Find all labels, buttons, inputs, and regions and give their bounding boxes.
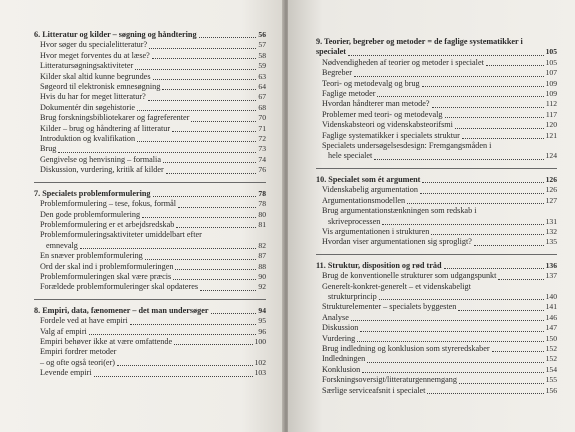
toc-page-number: 56 [258,30,266,39]
toc-page-number: 156 [545,385,557,395]
chapter-divider [316,168,557,169]
dot-leader [382,224,543,225]
toc-chapter-heading [316,47,557,57]
toc-entry [34,199,266,209]
toc-page-number: 147 [545,323,557,333]
dot-leader [166,173,257,174]
toc-entry-title: Argumentationsmodellen [322,195,406,205]
toc-entry [34,272,266,282]
toc-page-number: 120 [545,120,557,130]
toc-entry-title: 6. Litteratur og kilder – søgning og håndtering [34,30,197,39]
toc-entry [34,113,266,123]
dot-leader [163,162,256,163]
toc-chapter-section [316,37,557,162]
toc-chapter-heading [34,30,266,40]
toc-page-number: 131 [545,216,557,226]
dot-leader [498,279,543,280]
toc-page-number: 70 [258,113,266,123]
toc-entry [34,92,266,102]
toc-page-number: 102 [254,357,266,367]
toc-entry-title: Problemformuleringsaktiviteter umiddelbart efter [40,230,202,240]
dot-leader [137,110,256,111]
toc-entry-title: Problemformuleringen skal være præcis [40,271,172,281]
dot-leader [175,269,256,270]
toc-entry-title: strukturprincip [328,291,377,301]
toc-entry [316,227,557,237]
right-page [288,0,575,432]
toc-entry [34,134,266,144]
toc-entry [34,165,266,175]
toc-entry-title: Teori- og metodevalg og brug [322,78,420,88]
toc-entry-title: Den gode problemformulering [40,209,141,219]
toc-page-number: 124 [545,151,557,161]
toc-entry-title: Vurdering [322,333,356,343]
dot-leader [199,37,257,38]
toc-page-number: 154 [545,364,557,374]
toc-entry [316,68,557,78]
toc-page-number: 140 [545,291,557,301]
dot-leader [162,89,256,90]
toc-chapter-heading [34,306,266,316]
toc-entry [34,144,266,154]
toc-page-number: 72 [258,134,266,144]
dot-leader [351,320,544,321]
toc-chapter-section [316,168,557,248]
dot-leader [357,341,543,342]
toc-entry-title: Introduktion og kvalifikation [40,134,136,144]
toc-entry-title: Hvis du har for meget litteratur? [40,92,146,102]
toc-entry [34,61,266,71]
dot-leader [422,86,544,87]
toc-entry [316,206,557,216]
toc-entry-title: Brug de konventionelle strukturer som udgangspunkt [322,271,497,281]
dot-leader [130,324,257,325]
toc-page-number: 103 [254,368,266,378]
toc-page-number: 109 [545,78,557,88]
dot-leader [178,207,256,208]
toc-entry [34,316,266,326]
dot-leader [176,227,256,228]
toc-entry [316,302,557,312]
dot-leader [445,117,544,118]
toc-entry-title: Hvordan håndterer man metode? [322,99,430,109]
toc-page-number: 126 [545,185,557,195]
dot-leader [362,372,543,373]
dot-leader [492,351,544,352]
dot-leader [377,96,543,97]
toc-entry-title: 10. Specialet som ét argument [316,174,421,184]
toc-entry [34,262,266,272]
dot-leader [459,383,544,384]
toc-entry-title: Vis argumentationen i strukturen [322,226,430,236]
dot-leader [173,279,256,280]
toc-entry-title: Problemformulering er et arbejdsredskab [40,219,175,229]
dot-leader [458,310,543,311]
dot-leader [117,365,253,366]
toc-entry [316,58,557,68]
toc-entry-title: En snæver problemformulering [40,251,143,261]
toc-entry [316,386,557,396]
toc-entry [316,323,557,333]
dot-leader [420,193,544,194]
toc-page-number: 141 [545,302,557,312]
toc-entry [34,347,266,357]
dot-leader [348,55,544,56]
toc-entry [316,141,557,151]
toc-entry-title: Ord der skal ind i problemformuleringen [40,261,174,271]
toc-entry [34,155,266,165]
toc-entry-title: Problemformulering – tese, fokus, formål [40,199,176,209]
toc-page-number: 87 [258,251,266,261]
toc-entry-title: Videnskabelig argumentation [322,185,418,195]
toc-entry [34,72,266,82]
dot-leader [379,299,544,300]
toc-page-number: 94 [258,305,266,315]
chapter-divider [34,182,266,183]
toc-page-number: 78 [258,199,266,209]
toc-entry [316,313,557,323]
toc-page-number: 132 [545,226,557,236]
dot-leader [360,331,543,332]
toc-page-number: 88 [258,261,266,271]
toc-page-number: 63 [258,71,266,81]
dot-leader [149,48,256,49]
toc-entry-title: Analyse [322,312,349,322]
dot-leader [145,259,257,260]
dot-leader [152,58,257,59]
toc-entry-title: Faglige systematikker i specialets struktur [322,130,460,140]
toc-entry-title: Kilder skal altid kunne begrundes [40,71,151,81]
toc-entry-title: Litteratursøgningsaktiviteter [40,61,134,71]
toc-entry-title: Generelt-konkret-generelt – et videnskabeligt [322,281,471,291]
toc-chapter-section [34,299,266,379]
toc-entry [316,110,557,120]
toc-entry-title: Søgeord til elektronisk emnesøgning [40,82,161,92]
toc-entry [316,237,557,247]
toc-chapter-heading [316,175,557,185]
toc-chapter-heading [34,189,266,199]
toc-page-number: 135 [545,237,557,247]
toc-entry-title: Hvordan viser argumentationen sig sprogligt? [322,237,472,247]
dot-leader [486,65,544,66]
toc-page-number: 105 [545,47,557,57]
toc-entry-title: Levende empiri [40,368,92,378]
toc-entry-title: Forskningsoversigt/litteraturgennemgang [322,375,457,385]
toc-entry [316,282,557,292]
toc-page-number: 137 [545,271,557,281]
toc-entry-title: Hvor søger du specialelitteratur? [40,40,148,50]
toc-page-number: 96 [258,326,266,336]
toc-entry [316,151,557,161]
dot-leader [474,245,544,246]
toc-page-number: 78 [258,188,266,198]
toc-entry [316,334,557,344]
toc-page-number: 82 [258,240,266,250]
toc-page-number: 109 [545,89,557,99]
toc-entry [34,241,266,251]
toc-chapter-section [316,254,557,396]
dot-leader [422,182,543,183]
toc-page-number: 127 [545,195,557,205]
toc-entry-title: Faglige metoder [322,89,376,99]
dot-leader [407,203,544,204]
toc-entry [316,89,557,99]
toc-chapter-heading [316,261,557,271]
toc-entry-title: Brug indledning og konklusion som styreredskaber [322,343,490,353]
toc-page-number: 59 [258,61,266,71]
toc-entry-title: Forældede problemformuleringer skal opdateres [40,282,199,292]
dot-leader [94,376,253,377]
toc-page-number: 76 [258,165,266,175]
toc-page-number: 73 [258,144,266,154]
toc-page-number: 64 [258,82,266,92]
toc-page-number: 100 [254,336,266,346]
toc-page-number: 152 [545,343,557,353]
toc-page-number: 136 [545,260,557,270]
dot-leader [374,159,543,160]
toc-page-number: 74 [258,154,266,164]
left-page [0,0,284,432]
toc-entry-title: Kilder – brug og håndtering af litteratur [40,123,171,133]
toc-entry [316,217,557,227]
table-of-contents-left [34,30,266,379]
toc-entry [316,375,557,385]
toc-entry-title: skriveprocessen [328,216,381,226]
toc-entry-title: Nødvendigheden af teorier og metoder i specialet [322,57,484,67]
toc-entry-title: Videnskabsteori og videnskabsteorifsmi [322,120,453,130]
toc-entry-title: hele specialet [328,151,373,161]
toc-entry [316,344,557,354]
toc-page-number: 57 [258,40,266,50]
toc-page-number: 117 [545,109,557,119]
toc-entry [34,251,266,261]
toc-entry [316,79,557,89]
toc-entry-title: specialet [316,47,347,57]
toc-entry [34,358,266,368]
toc-entry-title: Specialets undersøgelsesdesign: Fremgangsmåden i [322,141,492,151]
dot-leader [137,141,256,142]
toc-entry [34,337,266,347]
toc-page-number: 68 [258,102,266,112]
toc-entry-title: Diskussion [322,323,359,333]
toc-entry [34,220,266,230]
toc-entry-title: Empiri fordrer metoder [40,347,117,357]
toc-page-number: 112 [545,99,557,109]
dot-leader [80,248,257,249]
dot-leader [89,334,257,335]
toc-page-number: 107 [545,68,557,78]
toc-entry-title: 11. Struktur, disposition og rød tråd [316,260,442,270]
dot-leader [431,234,543,235]
toc-page-number: 121 [545,130,557,140]
toc-entry [34,124,266,134]
toc-entry-title: 7. Specialets problemformulering [34,188,151,198]
toc-entry [34,51,266,61]
dot-leader [153,196,257,197]
toc-entry-title: Begreber [322,68,353,78]
toc-entry-title: Særlige serviceafsnit i specialet [322,385,426,395]
dot-leader [191,121,256,122]
toc-entry [316,292,557,302]
dot-leader [211,313,257,314]
toc-entry-title: 8. Empiri, data, fænomener – det man undersøger [34,305,209,315]
toc-page-number: 71 [258,123,266,133]
toc-entry [34,368,266,378]
toc-entry [316,365,557,375]
toc-entry [34,82,266,92]
toc-page-number: 81 [258,219,266,229]
toc-page-number: 80 [258,209,266,219]
dot-leader [58,152,256,153]
dot-leader [462,138,544,139]
toc-page-number: 146 [545,312,557,322]
toc-page-number: 90 [258,271,266,281]
dot-leader [367,362,543,363]
toc-page-number: 150 [545,333,557,343]
toc-entry-title: emnevalg [46,240,78,250]
toc-entry-title: Dokumentér din søgehistorie [40,102,136,112]
toc-entry [316,271,557,281]
dot-leader [172,131,256,132]
chapter-divider [316,254,557,255]
toc-entry [34,103,266,113]
dot-leader [174,344,253,345]
toc-entry [34,230,266,240]
toc-entry [34,327,266,337]
toc-page-number: 155 [545,375,557,385]
dot-leader [432,107,544,108]
toc-page-number: 126 [545,174,557,184]
toc-page-number: 92 [258,282,266,292]
dot-leader [135,69,256,70]
dot-leader [444,268,544,269]
dot-leader [148,100,257,101]
dot-leader [142,217,256,218]
dot-leader [427,393,543,394]
toc-entry-title: 9. Teorier, begreber og metoder = de faglige systematikker i [316,37,523,46]
toc-entry-title: Brug [40,144,57,154]
toc-page-number: 152 [545,354,557,364]
toc-page-number: 58 [258,50,266,60]
toc-entry [316,185,557,195]
toc-entry-title: Problemer med teori- og metodevalg [322,109,443,119]
toc-entry [316,120,557,130]
toc-entry-title: Fordele ved at have empiri [40,316,128,326]
toc-entry-title: Gengivelse og henvisning – formalia [40,154,161,164]
toc-entry-title: Indledningen [322,354,366,364]
toc-entry [316,196,557,206]
toc-entry-title: Konklusion [322,364,361,374]
toc-page-number: 95 [258,316,266,326]
toc-entry-title: Diskussion, vurdering, kritik af kilder [40,165,164,175]
table-of-contents-right [316,37,557,396]
toc-chapter-section [34,182,266,293]
toc-entry-title: Empiri behøver ikke at være omfattende [40,336,173,346]
toc-entry-title: Strukturelementer – specialets byggesten [322,302,457,312]
toc-entry [316,131,557,141]
toc-chapter-section [34,30,266,176]
toc-entry-title: – og ofte også teori(er) [40,357,116,367]
dot-leader [153,79,257,80]
toc-entry [34,40,266,50]
toc-chapter-heading [316,37,557,47]
chapter-divider [34,299,266,300]
dot-leader [455,128,544,129]
toc-entry-title: Brug forskningsbibliotekarer og fagreferenter [40,113,190,123]
dot-leader [354,76,544,77]
dot-leader [200,290,256,291]
toc-entry [316,99,557,109]
toc-entry [34,210,266,220]
toc-entry-title: Brug argumentationstænkningen som redskab i [322,206,477,216]
toc-entry [34,282,266,292]
toc-page-number: 67 [258,92,266,102]
toc-page-number: 105 [545,57,557,67]
toc-entry-title: Hvor meget forventes du at læse? [40,50,150,60]
toc-entry [316,354,557,364]
toc-entry-title: Valg af empiri [40,326,87,336]
